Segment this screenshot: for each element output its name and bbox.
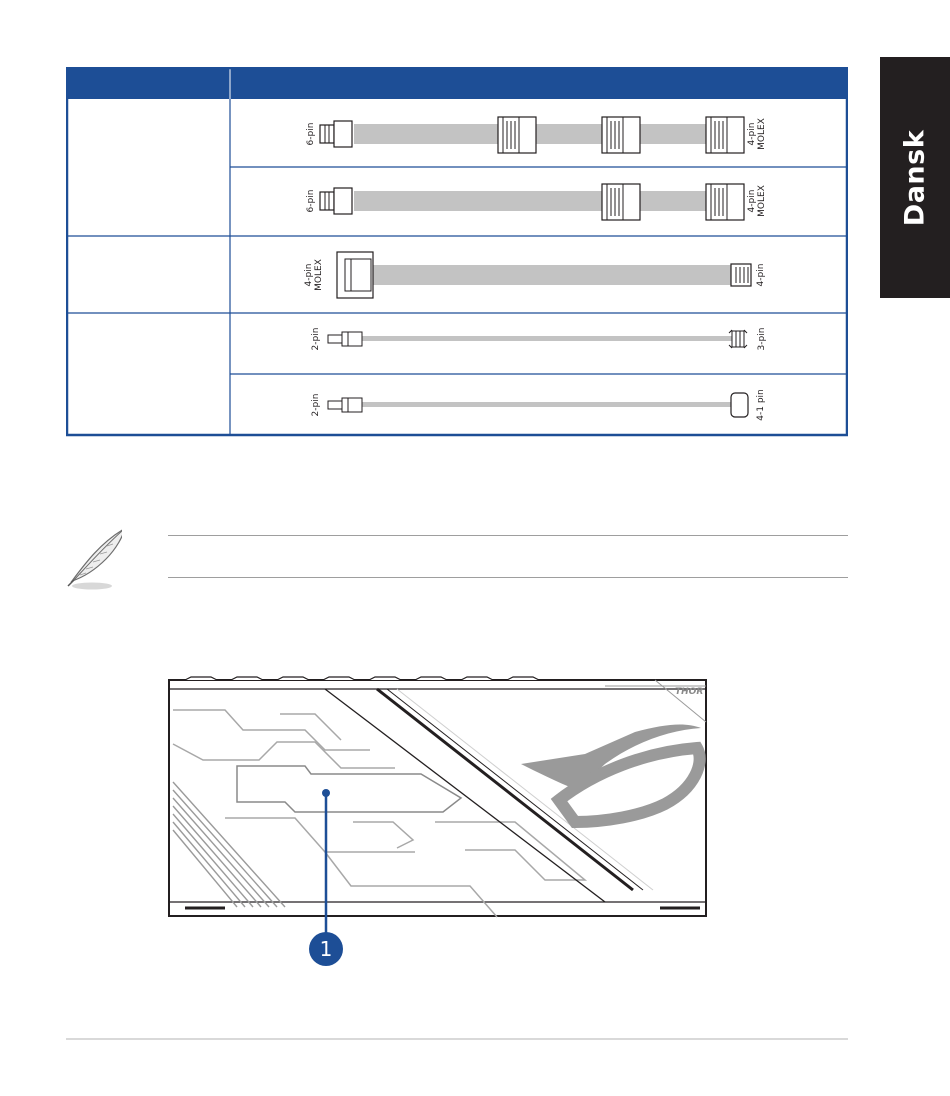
note-rule-bottom [168, 577, 848, 578]
cable-row-2 [306, 184, 767, 220]
cable-row-1 [306, 117, 767, 153]
cable-row-5 [311, 389, 766, 420]
cable-2-right-label: 4-pinMOLEX [747, 185, 767, 217]
cable-1-right-label: 4-pinMOLEX [747, 118, 767, 150]
cable-row-3 [304, 252, 766, 298]
table-header [66, 67, 848, 99]
feather-pen-icon [66, 525, 122, 595]
callout-number: 1 [319, 937, 333, 961]
cable-row-4 [311, 328, 767, 351]
note-block [66, 525, 848, 595]
note-rule-top [168, 535, 848, 536]
psu-figure [165, 672, 710, 972]
brand-badge: THOR [675, 687, 704, 697]
cable-2-left-label: 6-pin [306, 189, 316, 213]
cable-1-left-label: 6-pin [306, 122, 316, 146]
cable-table-graphic [66, 67, 848, 437]
psu-illustration [165, 672, 710, 972]
language-tab [880, 57, 950, 298]
cable-3-right-label: 4-pin [756, 263, 766, 287]
cable-4-left-label: 2-pin [311, 327, 321, 351]
cable-5-right-label: 4-1 pin [756, 389, 766, 421]
language-tab-label: Dansk [899, 129, 931, 226]
cable-4-right-label: 3-pin [757, 327, 767, 351]
footer-rule [66, 1038, 848, 1040]
cable-table [66, 67, 848, 437]
cable-5-left-label: 2-pin [311, 393, 321, 417]
cable-3-left-label: 4-pinMOLEX [304, 259, 324, 291]
